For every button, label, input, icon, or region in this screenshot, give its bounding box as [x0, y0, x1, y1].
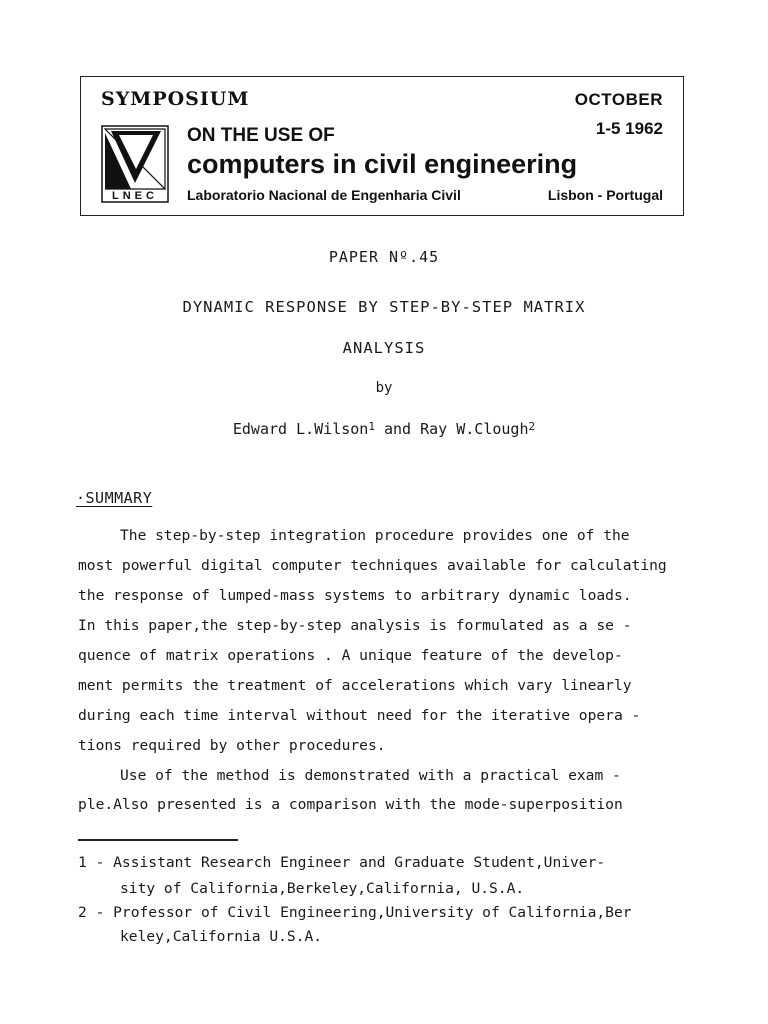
- author-1-footnote-mark: 1: [368, 420, 375, 433]
- lnec-logo-text: LNEC: [112, 190, 158, 202]
- author-2: Ray W.Clough: [420, 420, 529, 438]
- symposium-topic: computers in civil engineering: [187, 149, 578, 179]
- symposium-title: SYMPOSIUM: [101, 88, 250, 110]
- summary-line: ple.Also presented is a comparison with the mode-superposition: [78, 796, 623, 813]
- summary-line: In this paper,the step-by-step analysis is formulated as a se -: [78, 617, 632, 634]
- summary-line: Use of the method is demonstrated with a practical exam -: [120, 767, 621, 784]
- byline-label: by: [375, 380, 393, 396]
- organizer-name: Laboratorio Nacional de Engenharia Civil: [187, 187, 461, 203]
- summary-heading: ·SUMMARY: [76, 489, 153, 507]
- symposium-location: Lisbon - Portugal: [547, 187, 663, 203]
- symposium-dates: 1-5 1962: [595, 119, 663, 138]
- footnote-divider: [78, 839, 238, 841]
- symposium-subtitle: ON THE USE OF: [187, 125, 335, 146]
- footnote-2-continuation: keley,California U.S.A.: [120, 928, 323, 945]
- summary-line: quence of matrix operations . A unique feature of the develop-: [78, 647, 623, 664]
- authors-line: [0, 420, 768, 438]
- summary-line: ment permits the treatment of accelerations which vary linearly: [78, 677, 632, 694]
- footnote-1-continuation: sity of California,Berkeley,California, U.S.A.: [120, 880, 525, 897]
- summary-line: The step-by-step integration procedure provides one of the: [120, 527, 630, 544]
- paper-title-line-1: DYNAMIC RESPONSE BY STEP-BY-STEP MATRIX: [182, 298, 586, 316]
- summary-line: tions required by other procedures.: [78, 737, 386, 754]
- summary-line: most powerful digital computer techniques available for calculating: [78, 557, 667, 574]
- paper-number: PAPER Nº.45: [328, 248, 440, 266]
- footnote-2: 2 - Professor of Civil Engineering,University of California,Ber: [78, 904, 632, 921]
- summary-line: the response of lumped-mass systems to arbitrary dynamic loads.: [78, 587, 632, 604]
- authors-conjunction: and: [374, 420, 421, 438]
- author-1: Edward L.Wilson: [232, 420, 369, 438]
- paper-title-line-2: ANALYSIS: [342, 339, 426, 357]
- symposium-month: OCTOBER: [574, 90, 663, 109]
- symposium-header: [80, 76, 684, 216]
- author-2-footnote-mark: 2: [528, 420, 536, 433]
- footnote-1: 1 - Assistant Research Engineer and Graduate Student,Univer-: [78, 854, 606, 871]
- summary-line: during each time interval without need for the iterative opera -: [78, 707, 641, 724]
